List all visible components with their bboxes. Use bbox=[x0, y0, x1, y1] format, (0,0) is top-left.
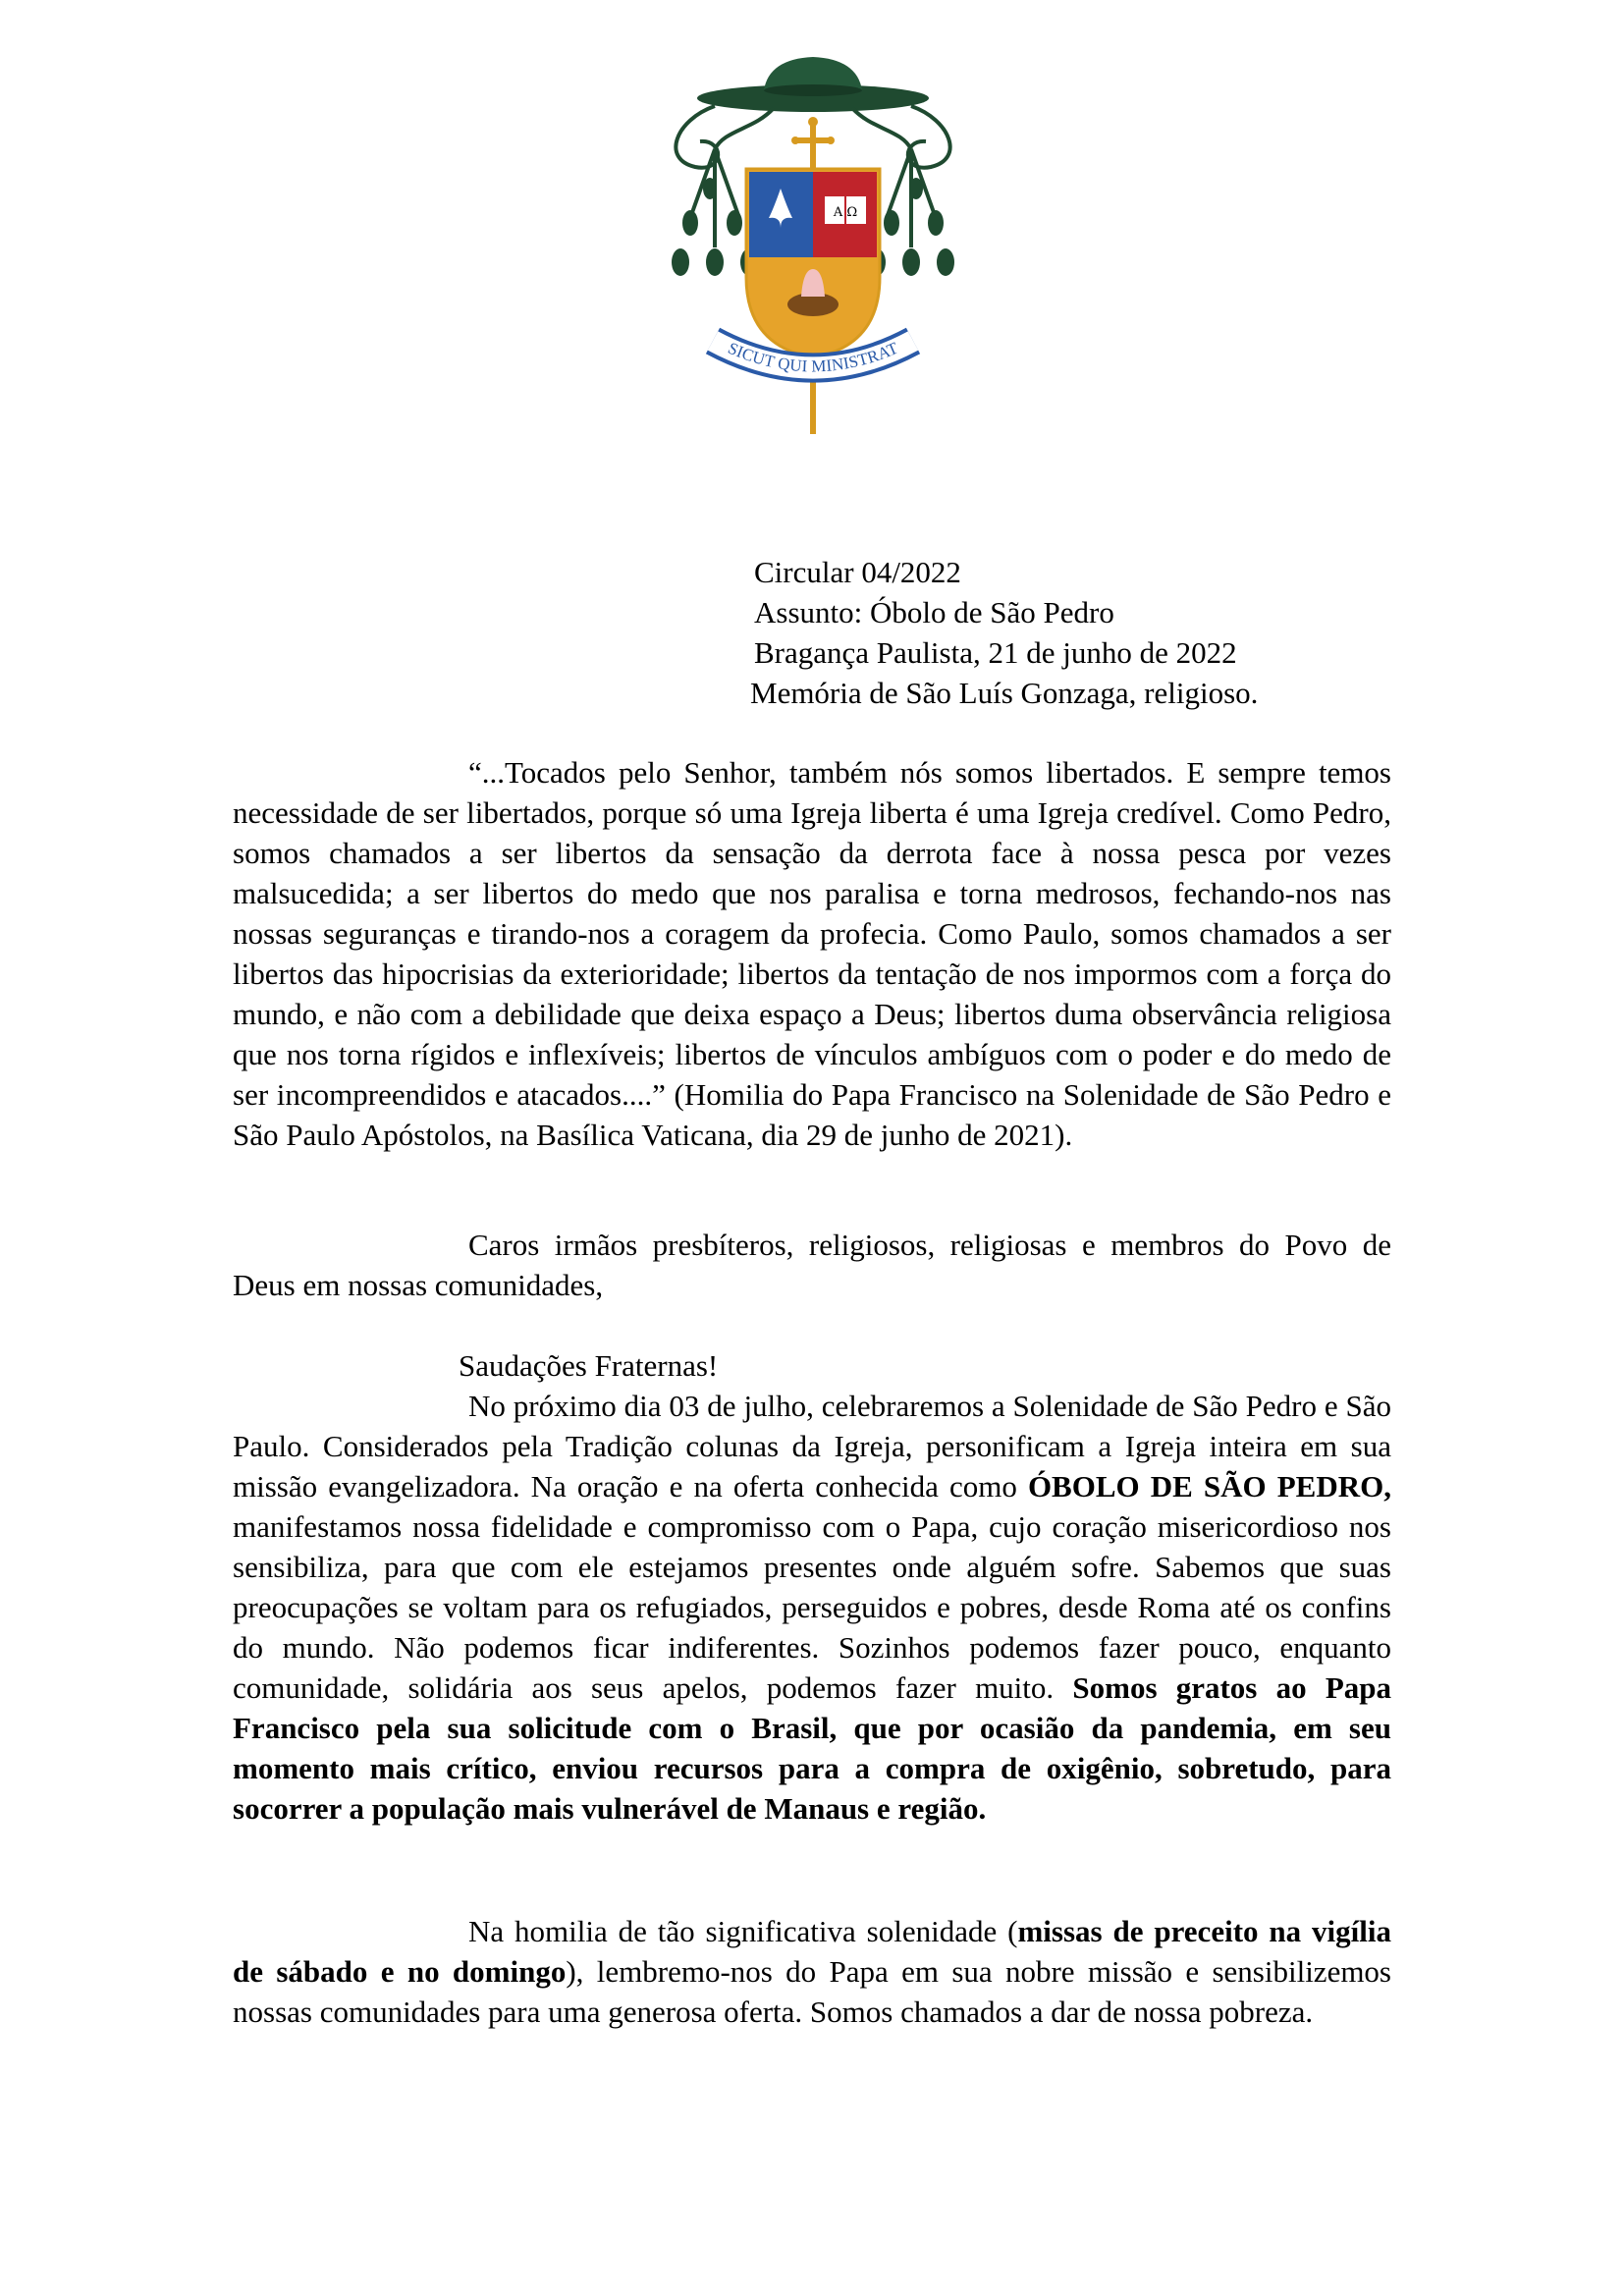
subject-line: Assunto: Óbolo de São Pedro bbox=[754, 595, 1114, 629]
paragraph1-text-a: No próximo dia 03 de julho, celebraremos a Solenidade de São Pedro e São Paulo. Considerados pela Tradição colunas da Igreja, personificam a Igreja inteira em sua missão evangelizadora. Na oração e na oferta conhecida como bbox=[233, 1389, 1391, 1503]
memorial-line: Memória de São Luís Gonzaga, religioso. bbox=[750, 676, 1259, 710]
body-paragraph-1 bbox=[233, 1386, 1391, 1829]
greeting-text: Caros irmãos presbíteros, religiosos, religiosas e membros do Povo de Deus em nossas comunidades, bbox=[233, 1228, 1391, 1302]
quote-text: “...Tocados pelo Senhor, também nós somos libertados. E sempre temos necessidade de ser libertados, porque só uma Igreja liberta é uma Igreja credível. Como Pedro, somos chamados a ser libertos da sensação da derrota face à nossa pesca por vezes malsucedida; a ser libertos do medo que nos paralisa e torna medrosos, fechando-nos nas nossas seguranças e tirando-nos a coragem da profecia. Como Paulo, somos chamados a ser libertos das hipocrisias da exterioridade; libertos da tentação de nos impormos com a força do mundo, e não com a debilidade que deixa espaço a Deus; libertos duma observância religiosa que nos torna rígidos e inflexíveis; libertos de vínculos ambíguos com o poder e do medo de ser incompreendidos e atacados....” (Homilia do Papa Francisco na Solenidade de São Pedro e São Paulo Apóstolos, na Basílica Vaticana, dia 29 de junho de 2021). bbox=[233, 755, 1391, 1152]
book-letters: A Ω bbox=[833, 205, 858, 220]
paragraph2-text-a: Na homilia de tão significativa solenidade ( bbox=[468, 1914, 1018, 1948]
shield-icon bbox=[746, 169, 880, 357]
paragraph1-bold-obolo: ÓBOLO DE SÃO PEDRO, bbox=[1027, 1469, 1391, 1503]
motto-text: SICUT QUI MINISTRAT bbox=[725, 338, 901, 376]
paragraph1-bold-gratitude: Somos gratos ao Papa Francisco pela sua solicitude com o Brasil, que por ocasião da pandemia, em seu momento mais crítico, enviou recursos para a compra de oxigênio, sobretudo, para socorrer a população mais vulnerável de Manaus e região. bbox=[233, 1670, 1391, 1826]
paragraph2-text-b: ), lembremo-nos do Papa em sua nobre missão e sensibilizemos nossas comunidades para uma generosa oferta. Somos chamados a dar de nossa pobreza. bbox=[233, 1954, 1391, 2029]
circular-number: Circular 04/2022 bbox=[754, 555, 961, 589]
paragraph2-bold-masses: missas de preceito na vigília de sábado e no domingo bbox=[233, 1914, 1391, 1989]
place-date: Bragança Paulista, 21 de junho de 2022 bbox=[754, 635, 1237, 670]
salutation: Saudações Fraternas! bbox=[459, 1348, 719, 1383]
paragraph1-text-b: manifestamos nossa fidelidade e compromisso com o Papa, cujo coração misericordioso nos sensibiliza, para que com ele estejamos presentes onde alguém sofre. Sabemos que suas preocupações se voltam para os refugiados, perseguidos e pobres, desde Roma até os confins do mundo. Não podemos ficar indiferentes. Sozinhos podemos fazer pouco, enquanto comunidade, solidária aos seus apelos, podemos fazer muito. bbox=[233, 1509, 1391, 1705]
papal-quote bbox=[233, 752, 1391, 1155]
galero-hat-icon bbox=[697, 57, 929, 112]
letter-header bbox=[750, 552, 1259, 713]
body-paragraph-2 bbox=[233, 1911, 1391, 2032]
greeting bbox=[233, 1225, 1391, 1305]
coat-of-arms bbox=[656, 51, 970, 444]
